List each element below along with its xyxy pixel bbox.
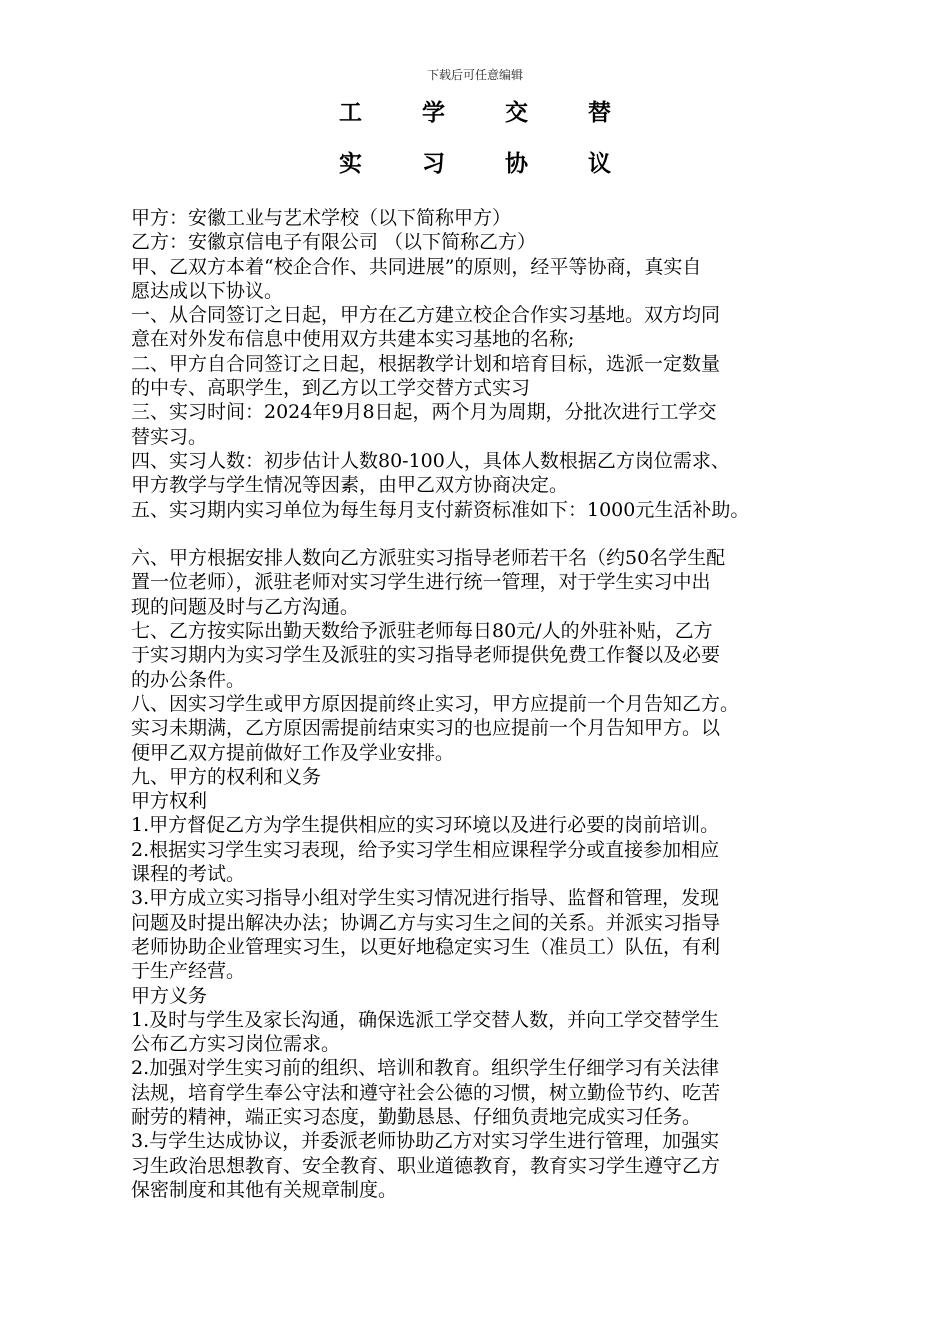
body-line: 二、甲方自合同签订之日起，根据教学计划和培育目标，选派一定数量 <box>131 352 721 375</box>
body-line: 保密制度和其他有关规章制度。 <box>131 1178 398 1201</box>
body-line: 甲方义务 <box>131 984 208 1007</box>
body-line: 八、因实习学生或甲方原因提前终止实习，甲方应提前一个月告知乙方。 <box>131 692 740 715</box>
body-line <box>131 522 836 546</box>
body-line: 乙方：安徽京信电子有限公司 （以下简称乙方） <box>131 231 537 254</box>
body-line: 五、实习期内实习单位为每生每月支付薪资标准如下：1000元生活补助。 <box>131 498 750 521</box>
body-line: 法规，培育学生奉公守法和遵守社会公德的习惯，树立勤俭节约、吃苦 <box>131 1081 721 1104</box>
body-line: 问题及时提出解决办法；协调乙方与实习生之间的关系。并派实习指导 <box>131 911 721 934</box>
body-line: 习生政治思想教育、安全教育、职业道德教育，教育实习学生遵守乙方 <box>131 1154 721 1177</box>
body-line: 3.甲方成立实习指导小组对学生实习情况进行指导、监督和管理，发现 <box>131 887 720 910</box>
body-line: 替实习。 <box>131 425 208 448</box>
body-line: 六、甲方根据安排人数向乙方派驻实习指导老师若干名（约50名学生配 <box>131 547 726 570</box>
body-line: 1.甲方督促乙方为学生提供相应的实习环境以及进行必要的岗前培训。 <box>131 814 720 837</box>
body-line: 2.根据实习学生实习表现，给予实习学生相应课程学分或直接参加相应 <box>131 838 720 861</box>
body-line: 实习未期满，乙方原因需提前结束实习的也应提前一个月告知甲方。以 <box>131 717 721 740</box>
body-line: 2.加强对学生实习前的组织、培训和教育。组织学生仔细学习有关法律 <box>131 1057 720 1080</box>
body-line: 九、甲方的权利和义务 <box>131 765 322 788</box>
title-line-2: 实 习 协 议 <box>338 151 638 177</box>
body-line: 一、从合同签订之日起，甲方在乙方建立校企合作实习基地。双方均同 <box>131 304 721 327</box>
body-line: 耐劳的精神，端正实习态度，勤勤恳恳、仔细负责地完成实习任务。 <box>131 1105 702 1128</box>
body-line: 3.与学生达成协议，并委派老师协助乙方对实习学生进行管理，加强实 <box>131 1130 720 1153</box>
agreement-body <box>131 206 836 1202</box>
body-line: 愿达成以下协议。 <box>131 279 284 302</box>
body-line: 1.及时与学生及家长沟通，确保选派工学交替人数，并向工学交替学生 <box>131 1008 720 1031</box>
body-line: 课程的考试。 <box>131 863 246 886</box>
body-line: 意在对外发布信息中使用双方共建本实习基地的名称; <box>131 328 575 351</box>
title-line-1: 工 学 交 替 <box>338 100 638 126</box>
body-line: 甲、乙双方本着“校企合作、共同进展”的原则，经平等协商，真实自 <box>131 255 702 278</box>
body-line: 于实习期内为实习学生及派驻的实习指导老师提供免费工作餐以及必要 <box>131 644 721 667</box>
body-line: 置一位老师），派驻老师对实习学生进行统一管理，对于学生实习中出 <box>131 571 711 594</box>
body-line: 七、乙方按实际出勤天数给予派驻老师每日80元/人的外驻补贴，乙方 <box>131 620 713 643</box>
body-line: 现的问题及时与乙方沟通。 <box>131 595 360 618</box>
body-line: 老师协助企业管理实习生，以更好地稳定实习生（准员工）队伍，有利 <box>131 935 721 958</box>
body-line: 三、实习时间：2024年9月8日起，两个月为周期，分批次进行工学交 <box>131 401 717 424</box>
body-line: 四、实习人数：初步估计人数80-100人，具体人数根据乙方岗位需求、 <box>131 449 730 472</box>
body-line: 甲方权利 <box>131 790 208 813</box>
body-line: 公布乙方实习岗位需求。 <box>131 1033 341 1056</box>
body-line: 甲方教学与学生情况等因素，由甲乙双方协商决定。 <box>131 474 569 497</box>
body-line: 的中专、高职学生，到乙方以工学交替方式实习 <box>131 377 531 400</box>
header-note: 下载后可任意编辑 <box>426 68 523 82</box>
body-line: 甲方：安徽工业与艺术学校（以下简称甲方） <box>131 207 512 229</box>
body-line: 便甲乙双方提前做好工作及学业安排。 <box>131 741 455 764</box>
body-line: 于生产经营。 <box>131 960 246 983</box>
body-line: 的办公条件。 <box>131 668 246 691</box>
